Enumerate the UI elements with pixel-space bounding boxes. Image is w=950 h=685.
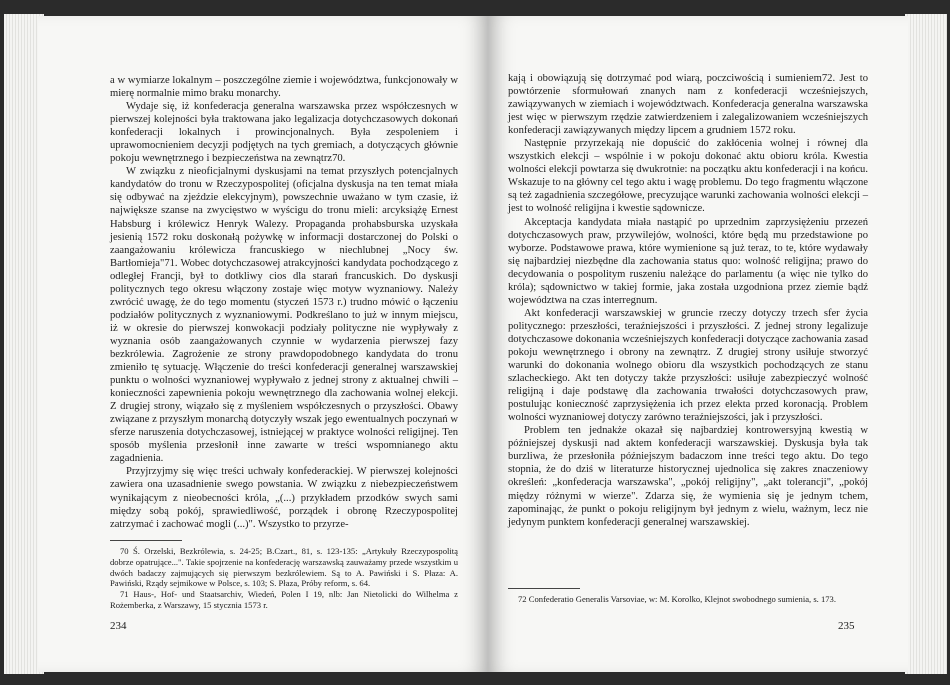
paragraph: Problem ten jednakże okazał się najbardziej kontrowersyjną kwestią w późniejszej dyskusji nad aktem konfederacji warszawskiej. Dyskusja była tak burzliwa, że przesłoniła późniejszym badaczom inne treści tego aktu. Do tego stopnia, że do dziś w literaturze historycznej ujednolica się zakres znaczeniowy określeń: „konfederacja warszawska", „pokój religijny", „akt tolerancji", „pokój między różnymi w wierze". Zdarza się, że wymienia się je jednym tchem, zapominając, że punkt o pokoju religijnym był jednym z wielu, ważnym, lecz nie jedynym punktem konfederacji generalnej warszawskiej. bbox=[508, 425, 868, 528]
right-body-text bbox=[508, 72, 868, 529]
paragraph: W związku z nieoficjalnymi dyskusjami na temat przyszłych potencjalnych kandydatów do tronu w Rzeczypospolitej (oficjalna dyskusja na ten temat miała się odbywać na zjeździe elekcyjnym), powszechnie uważano w tym czasie, iż największe szanse na zwycięstwo w wyścigu do tronu mieli: arcyksiążę Ernest Habsburg i królewicz Henryk Walezy. Propaganda prohabsburska uzyskała jesienią 1572 roku doskonałą pożywkę w informacji dostarczonej do Polski o zaangażowaniu królewicza francuskiego w niechlubnej „Nocy św. Bartłomieja"71. Wobec dotychczasowej atrakcyjności kandydata pochodzącego z odległej Francji, był to dotkliwy cios dla starań francuskich. Do dyskusji politycznych tego okresu włączony zostaje więc motyw wyznaniowy. Należy zwrócić uwagę, że do tego momentu (styczeń 1573 r.) trudno mówić o łączeniu podziałów politycznych z wyznaniowymi. Podkreślano to już w innym miejscu, iż w okresie do pierwszej konwokacji podziały polityczne nie wypływały z wyznania osób zaangażowanych czynnie w wydarzenia pierwszej fazy bezkrólewia. Zagrożenie ze strony prawdopodobnego kandydata do tronu zmieniło tę sytuację. Włączenie do treści konfederacji generalnej warszawskiej punktu o wolności wyznaniowej wypływało z jednej strony z aktualnej chwili – konieczności zapewnienia pokoju wewnętrznego dla zachowania wolnej elekcji. Z drugiej strony, wiązało się z myśleniem współczesnych o przyszłości. Obawy związane z przyszłym monarchą dotyczyły wszak jego ewentualnych poczynań w sferze naruszenia dotychczasowej, istniejącej w praktyce wolności religijnej. Ten sposób myślenia przesłonił inne zawarte w treści wspomnianego aktu zagadnienia. bbox=[110, 166, 458, 465]
right-footnotes bbox=[508, 594, 868, 605]
footnote: 70 Ś. Orzelski, Bezkrólewia, s. 24-25; B.Czart., 81, s. 123-135: „Artykuły Rzeczypospolitą dobrze opatrujące...". Takie spojrzenie na konfederację warszawską zauważamy przede wszystkim u dwóch badaczy zajmujących się pierwszym bezkrólewiem. Są to A. Pawiński i S. Płaza: A. Pawiński, Rządy sejmikowe w Polsce, s. 103; S. Płaza, Próby reform, s. 64. bbox=[110, 546, 458, 589]
footnote-rule bbox=[110, 540, 182, 541]
paragraph: Akt konfederacji warszawskiej w gruncie rzeczy dotyczy trzech sfer życia politycznego: przeszłości, teraźniejszości i przyszłości. Z jednej strony legalizuje dotychczasowe dokonania wcześniejszych konfederacji dotyczące zachowania zasad pokoju wewnętrznego i obrony na zewnątrz. Z drugiej strony usiłuje stworzyć warunki do dokonania wolnego obioru dla wszystkich pochodzących ze stanu szlacheckiego. Akt ten dotyczy także przyszłości: usiłuje zabezpieczyć wolność religijną i daje podstawę dla zachowania trwałości dotychczasowych praw, postulując konieczność zaprzysiężenia ich przez elekta przed koronacją. Problem wolności wyznaniowej dotyczy zarówno teraźniejszości, jak i przyszłości. bbox=[508, 307, 868, 424]
paragraph: a w wymiarze lokalnym – poszczególne ziemie i województwa, funkcjonowały w mierę normalnie mimo braku monarchy. bbox=[110, 75, 458, 100]
left-footnotes bbox=[110, 546, 458, 611]
footnote-rule bbox=[508, 588, 580, 589]
page-number: 234 bbox=[110, 620, 127, 632]
right-page-edges bbox=[905, 14, 947, 674]
left-page bbox=[38, 16, 488, 672]
page-number: 235 bbox=[838, 620, 855, 632]
paragraph: Akceptacja kandydata miała nastąpić po uprzednim zaprzysiężeniu przezeń dotychczasowych praw, przywilejów, wolności, które będą mu przedstawione po wyborze. Podstawowe prawa, które wymienione są już teraz, to te, które wydawały się najbardziej niezbędne dla zachowania status quo: wolność religijna; prawo do decydowania o pospolitym ruszeniu należące do parlamentu (a więc nie tylko do króla); sądownictwo w takiej formie, jaka została uzgodniona przez ziemie bądź województwa na czas interregnum. bbox=[508, 216, 868, 306]
paragraph: kają i obowiązują się dotrzymać pod wiarą, poczciwością i sumieniem72. Jest to powtórzenie sformułowań znanych nam z konfederacji wcześniejszych, zawiązywanych w ziemiach i województwach. Konfederacja generalna warszawska jest więc w pierwszym rzędzie zatwierdzeniem i zalegalizowaniem wcześniejszych konfederacji zawiązywanych między lipcem a grudniem 1572 roku. bbox=[508, 73, 868, 137]
paragraph: Wydaje się, iż konfederacja generalna warszawska przez współczesnych w pierwszej kolejności była traktowana jako legalizacja dotychczasowych dokonań konfederacji lokalnych i prowincjonalnych. Była zespoleniem i uprawomocnieniem decyzji podjętych na tych gremiach, a dotyczących głównie pokoju wewnętrznego i bezpieczeństwa na zewnątrz70. bbox=[110, 101, 458, 165]
left-body-text bbox=[110, 74, 458, 531]
footnote: 72 Confederatio Generalis Varsoviae, w: M. Korolko, Klejnot swobodnego sumienia, s. 173. bbox=[518, 594, 836, 604]
paragraph: Przyjrzyjmy się więc treści uchwały konfederackiej. W pierwszej kolejności zawiera ona uzasadnienie swego powstania. W związku z niebezpieczeństwem wynikającym z nieobecności króla, „(...) przykładem przodków swych sami między sobą pokój, sprawiedliwość, porządek i obronę Rzeczypospolitej zatrzymać i zachować mogli (...)". Wszystko to przyrze- bbox=[110, 466, 458, 530]
footnote: 71 Haus-, Hof- und Staatsarchiv, Wiedeń, Polen I 19, nlb: Jan Nietolicki do Wilhelma z Rożemberka, z Warszawy, 15 stycznia 1573 r. bbox=[110, 589, 458, 610]
right-page bbox=[488, 16, 908, 672]
paragraph: Następnie przyrzekają nie dopuścić do zakłócenia wolnej i równej dla wszystkich elekcji – wspólnie i w pokoju dokonać aktu obioru króla. Kwestia wolności elekcji powtarza się dwukrotnie: na początku aktu konfederacji i na końcu. Wskazuje to na główny cel tego aktu i wagę problemu. Do tego fragmentu włączone są też zagadnienia szczegółowe, precyzujące warunki zachowania wolności elekcji – jest to wolność religijna i kwestie sądownicze. bbox=[508, 138, 868, 215]
